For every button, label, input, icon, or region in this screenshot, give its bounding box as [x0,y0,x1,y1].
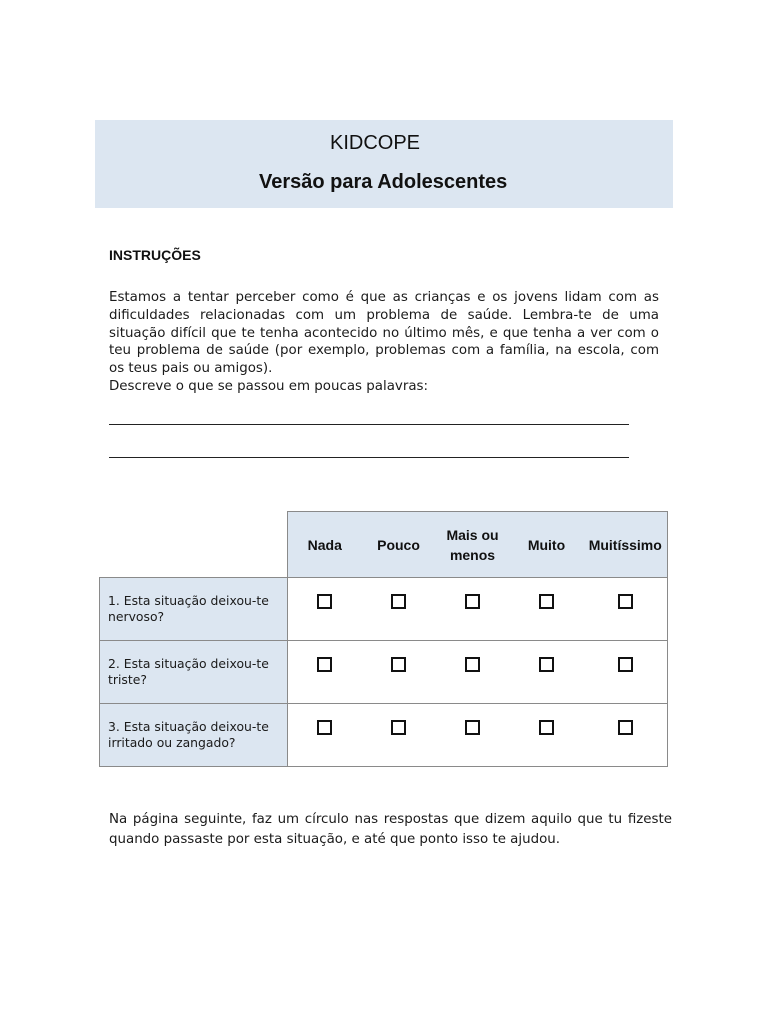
checkbox-triste-nada[interactable] [317,657,332,672]
checkbox-irritado-pouco[interactable] [391,720,406,735]
checkbox-nervoso-pouco[interactable] [391,594,406,609]
row-label-triste: 2. Esta situação deixou-te triste? [100,641,288,704]
checkbox-irritado-nada[interactable] [317,720,332,735]
table-row [100,578,668,641]
table-corner [100,512,288,578]
checkbox-triste-pouco[interactable] [391,657,406,672]
column-header-pouco: Pouco [362,512,436,578]
checkbox-nervoso-muitissimo[interactable] [618,594,633,609]
answer-line-1[interactable] [109,424,629,425]
instructions-prompt: Descreve o que se passou em poucas palavras: [109,379,429,394]
instructions-heading: INSTRUÇÕES [109,247,201,263]
checkbox-irritado-muito[interactable] [539,720,554,735]
footer-instructions: Na página seguinte, faz um círculo nas respostas que dizem aquilo que tu fizeste quando passaste por esta situação, e até que ponto isso te ajudou. [109,812,672,847]
checkbox-nervoso-nada[interactable] [317,594,332,609]
checkbox-triste-muito[interactable] [539,657,554,672]
rating-table [99,511,668,767]
table-row [100,641,668,704]
checkbox-triste-mais-ou-menos[interactable] [465,657,480,672]
checkbox-irritado-mais-ou-menos[interactable] [465,720,480,735]
checkbox-nervoso-muito[interactable] [539,594,554,609]
checkbox-triste-muitissimo[interactable] [618,657,633,672]
column-header-nada: Nada [288,512,362,578]
row-label-nervoso: 1. Esta situação deixou-te nervoso? [100,578,288,641]
form-subtitle: Versão para Adolescentes [259,171,508,193]
column-header-muito: Muito [510,512,584,578]
form-title: KIDCOPE [330,132,421,154]
table-row [100,704,668,767]
checkbox-nervoso-mais-ou-menos[interactable] [465,594,480,609]
column-header-muitissimo: Muitíssimo [584,512,668,578]
column-header-mais-ou-menos: Mais ou menos [436,512,510,578]
row-label-irritado: 3. Esta situação deixou-te irritado ou zangado? [100,704,288,767]
answer-line-2[interactable] [109,457,629,458]
instructions-paragraph: Estamos a tentar perceber como é que as crianças e os jovens lidam com as dificuldades relacionadas com um problema de saúde. Lembra-te de uma situação difícil que te tenha acontecido no último mês, e que tenha a ver com o teu problema de saúde (por exemplo, problemas com a família, na escola, com os teus pais ou amigos). [109,290,659,377]
checkbox-irritado-muitissimo[interactable] [618,720,633,735]
